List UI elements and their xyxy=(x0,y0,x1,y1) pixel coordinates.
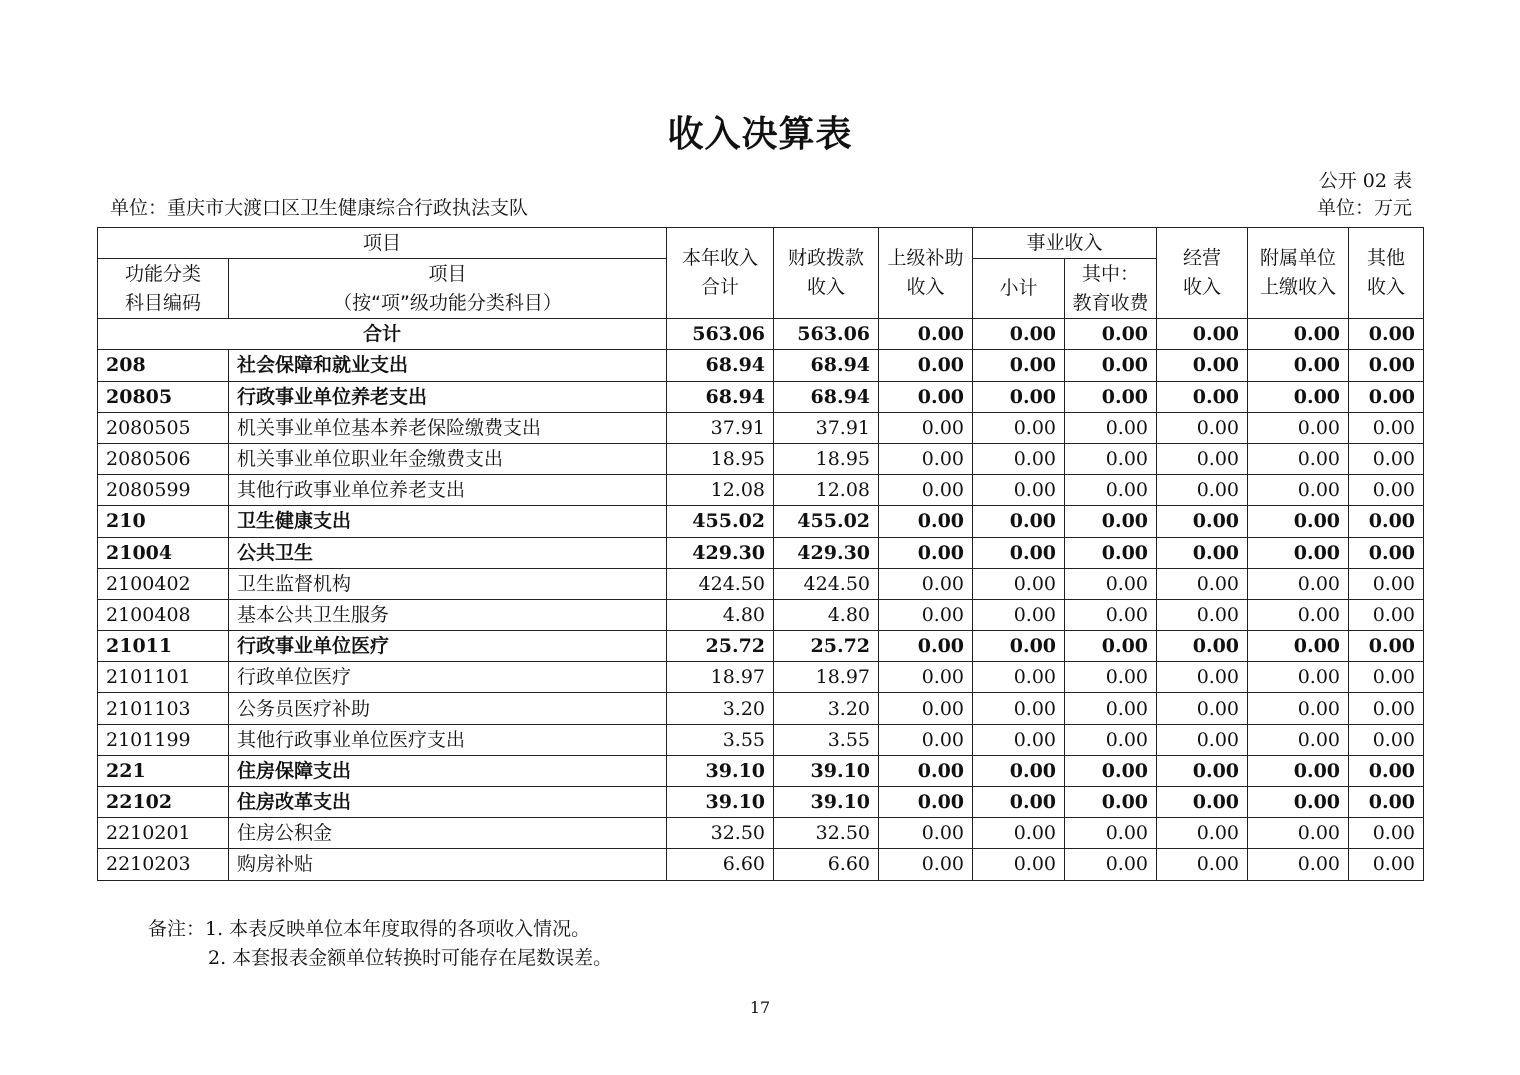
cell-value: 0.00 xyxy=(1349,568,1424,599)
cell-value: 0.00 xyxy=(1248,568,1349,599)
note-line-2: 2. 本套报表金额单位转换时可能存在尾数误差。 xyxy=(208,947,613,969)
cell-value: 0.00 xyxy=(1157,724,1248,755)
cell-value: 0.00 xyxy=(1065,787,1157,818)
row-code: 210 xyxy=(98,506,229,537)
cell-value: 3.55 xyxy=(667,724,774,755)
notes xyxy=(148,915,612,973)
cell-value: 6.60 xyxy=(667,849,774,880)
cell-value: 563.06 xyxy=(667,319,774,350)
cell-value: 0.00 xyxy=(1157,350,1248,381)
cell-value: 0.00 xyxy=(1065,568,1157,599)
cell-value: 0.00 xyxy=(879,506,973,537)
cell-value: 0.00 xyxy=(1349,787,1424,818)
cell-value: 0.00 xyxy=(1065,319,1157,350)
cell-value: 0.00 xyxy=(1349,381,1424,412)
row-name: 公务员医疗补助 xyxy=(229,693,667,724)
cell-value: 18.97 xyxy=(667,662,774,693)
header-business: 事业收入 xyxy=(973,228,1157,259)
table-row xyxy=(98,412,1424,443)
cell-value: 25.72 xyxy=(774,631,879,662)
cell-value: 32.50 xyxy=(667,818,774,849)
cell-value: 0.00 xyxy=(1248,755,1349,786)
table-row xyxy=(98,693,1424,724)
cell-value: 0.00 xyxy=(1349,599,1424,630)
cell-value: 37.91 xyxy=(774,412,879,443)
cell-value: 0.00 xyxy=(1349,631,1424,662)
cell-value: 18.95 xyxy=(774,443,879,474)
cell-value: 0.00 xyxy=(879,412,973,443)
cell-value: 68.94 xyxy=(667,381,774,412)
cell-value: 0.00 xyxy=(1349,724,1424,755)
header-subtotal: 小计 xyxy=(973,259,1065,319)
cell-value: 0.00 xyxy=(1248,599,1349,630)
cell-value: 0.00 xyxy=(1157,662,1248,693)
cell-value: 0.00 xyxy=(973,319,1065,350)
row-code: 2080599 xyxy=(98,475,229,506)
cell-value: 3.55 xyxy=(774,724,879,755)
table-row xyxy=(98,568,1424,599)
table-row xyxy=(98,381,1424,412)
row-name: 住房改革支出 xyxy=(229,787,667,818)
cell-value: 0.00 xyxy=(1065,662,1157,693)
table-row xyxy=(98,443,1424,474)
row-name: 基本公共卫生服务 xyxy=(229,599,667,630)
cell-value: 0.00 xyxy=(973,599,1065,630)
cell-value: 0.00 xyxy=(879,849,973,880)
table-row xyxy=(98,818,1424,849)
cell-value: 0.00 xyxy=(1349,755,1424,786)
total-label: 合计 xyxy=(98,319,667,350)
cell-value: 0.00 xyxy=(973,350,1065,381)
row-code: 2101103 xyxy=(98,693,229,724)
cell-value: 0.00 xyxy=(879,381,973,412)
cell-value: 0.00 xyxy=(1349,662,1424,693)
cell-value: 0.00 xyxy=(1157,475,1248,506)
cell-value: 0.00 xyxy=(1065,443,1157,474)
cell-value: 0.00 xyxy=(973,381,1065,412)
cell-value: 18.95 xyxy=(667,443,774,474)
row-name: 机关事业单位职业年金缴费支出 xyxy=(229,443,667,474)
row-name: 机关事业单位基本养老保险缴费支出 xyxy=(229,412,667,443)
row-code: 21011 xyxy=(98,631,229,662)
cell-value: 12.08 xyxy=(667,475,774,506)
cell-value: 0.00 xyxy=(1248,818,1349,849)
cell-value: 0.00 xyxy=(973,693,1065,724)
header-operating: 经营 收入 xyxy=(1157,228,1248,319)
table-row xyxy=(98,724,1424,755)
table-row xyxy=(98,506,1424,537)
cell-value: 4.80 xyxy=(774,599,879,630)
cell-value: 455.02 xyxy=(774,506,879,537)
note-line-1: 备注：1. 本表反映单位本年度取得的各项收入情况。 xyxy=(148,918,591,940)
cell-value: 0.00 xyxy=(1248,319,1349,350)
cell-value: 0.00 xyxy=(1157,755,1248,786)
cell-value: 0.00 xyxy=(1248,350,1349,381)
page-number: 17 xyxy=(749,998,771,1017)
cell-value: 37.91 xyxy=(667,412,774,443)
cell-value: 429.30 xyxy=(774,537,879,568)
cell-value: 0.00 xyxy=(879,475,973,506)
header-edu-fee: 其中： 教育收费 xyxy=(1065,259,1157,319)
cell-value: 0.00 xyxy=(1248,849,1349,880)
cell-value: 0.00 xyxy=(1248,475,1349,506)
cell-value: 0.00 xyxy=(1248,443,1349,474)
row-name: 其他行政事业单位养老支出 xyxy=(229,475,667,506)
cell-value: 0.00 xyxy=(1248,693,1349,724)
header-affiliated: 附属单位 上缴收入 xyxy=(1248,228,1349,319)
cell-value: 0.00 xyxy=(1248,787,1349,818)
cell-value: 0.00 xyxy=(1349,443,1424,474)
cell-value: 0.00 xyxy=(1065,475,1157,506)
header-func-code: 功能分类 科目编码 xyxy=(98,259,229,319)
row-name: 住房保障支出 xyxy=(229,755,667,786)
cell-value: 0.00 xyxy=(879,631,973,662)
total-row xyxy=(98,319,1424,350)
row-code: 2100408 xyxy=(98,599,229,630)
cell-value: 0.00 xyxy=(879,568,973,599)
row-code: 22102 xyxy=(98,787,229,818)
cell-value: 39.10 xyxy=(774,787,879,818)
cell-value: 0.00 xyxy=(1157,568,1248,599)
cell-value: 455.02 xyxy=(667,506,774,537)
cell-value: 0.00 xyxy=(879,350,973,381)
cell-value: 0.00 xyxy=(1248,724,1349,755)
cell-value: 39.10 xyxy=(774,755,879,786)
cell-value: 0.00 xyxy=(1157,381,1248,412)
cell-value: 0.00 xyxy=(1065,350,1157,381)
cell-value: 0.00 xyxy=(1065,849,1157,880)
row-code: 2210203 xyxy=(98,849,229,880)
cell-value: 0.00 xyxy=(879,818,973,849)
cell-value: 32.50 xyxy=(774,818,879,849)
cell-value: 0.00 xyxy=(1349,818,1424,849)
cell-value: 0.00 xyxy=(973,537,1065,568)
cell-value: 424.50 xyxy=(667,568,774,599)
cell-value: 0.00 xyxy=(879,599,973,630)
row-code: 2100402 xyxy=(98,568,229,599)
cell-value: 68.94 xyxy=(667,350,774,381)
cell-value: 0.00 xyxy=(1248,537,1349,568)
cell-value: 0.00 xyxy=(1349,475,1424,506)
row-code: 208 xyxy=(98,350,229,381)
header-item-name: 项目 （按“项”级功能分类科目） xyxy=(229,259,667,319)
header-superior: 上级补助 收入 xyxy=(879,228,973,319)
cell-value: 0.00 xyxy=(1157,693,1248,724)
table-row xyxy=(98,662,1424,693)
cell-value: 0.00 xyxy=(973,755,1065,786)
row-code: 221 xyxy=(98,755,229,786)
table-row xyxy=(98,787,1424,818)
cell-value: 0.00 xyxy=(879,319,973,350)
cell-value: 12.08 xyxy=(774,475,879,506)
table-row xyxy=(98,755,1424,786)
cell-value: 0.00 xyxy=(879,755,973,786)
cell-value: 0.00 xyxy=(1157,443,1248,474)
row-name: 行政单位医疗 xyxy=(229,662,667,693)
cell-value: 0.00 xyxy=(1349,350,1424,381)
cell-value: 0.00 xyxy=(1065,755,1157,786)
cell-value: 0.00 xyxy=(1248,662,1349,693)
cell-value: 424.50 xyxy=(774,568,879,599)
header-fiscal: 财政拨款 收入 xyxy=(774,228,879,319)
cell-value: 0.00 xyxy=(1349,849,1424,880)
form-number: 公开 02 表 xyxy=(1318,170,1412,192)
row-code: 2080506 xyxy=(98,443,229,474)
row-name: 住房公积金 xyxy=(229,818,667,849)
cell-value: 0.00 xyxy=(973,724,1065,755)
cell-value: 0.00 xyxy=(1065,537,1157,568)
row-code: 2101101 xyxy=(98,662,229,693)
cell-value: 18.97 xyxy=(774,662,879,693)
cell-value: 0.00 xyxy=(1157,412,1248,443)
row-name: 其他行政事业单位医疗支出 xyxy=(229,724,667,755)
cell-value: 0.00 xyxy=(973,849,1065,880)
table-row xyxy=(98,631,1424,662)
cell-value: 0.00 xyxy=(1349,537,1424,568)
header-project: 项目 xyxy=(98,228,667,259)
cell-value: 0.00 xyxy=(1065,381,1157,412)
cell-value: 0.00 xyxy=(1065,724,1157,755)
cell-value: 3.20 xyxy=(667,693,774,724)
cell-value: 3.20 xyxy=(774,693,879,724)
cell-value: 0.00 xyxy=(1157,506,1248,537)
cell-value: 0.00 xyxy=(973,506,1065,537)
cell-value: 0.00 xyxy=(879,662,973,693)
cell-value: 0.00 xyxy=(973,787,1065,818)
cell-value: 0.00 xyxy=(1248,506,1349,537)
cell-value: 0.00 xyxy=(973,568,1065,599)
cell-value: 68.94 xyxy=(774,381,879,412)
cell-value: 0.00 xyxy=(973,443,1065,474)
cell-value: 0.00 xyxy=(879,443,973,474)
cell-value: 0.00 xyxy=(1065,412,1157,443)
cell-value: 0.00 xyxy=(1065,631,1157,662)
cell-value: 563.06 xyxy=(774,319,879,350)
cell-value: 0.00 xyxy=(1349,319,1424,350)
header-other: 其他 收入 xyxy=(1349,228,1424,319)
cell-value: 0.00 xyxy=(879,787,973,818)
cell-value: 0.00 xyxy=(1157,849,1248,880)
cell-value: 0.00 xyxy=(973,662,1065,693)
table-row xyxy=(98,350,1424,381)
cell-value: 68.94 xyxy=(774,350,879,381)
table-row xyxy=(98,849,1424,880)
row-code: 2080505 xyxy=(98,412,229,443)
cell-value: 0.00 xyxy=(1157,319,1248,350)
row-name: 公共卫生 xyxy=(229,537,667,568)
income-table xyxy=(97,227,1424,881)
cell-value: 0.00 xyxy=(1157,599,1248,630)
cell-value: 0.00 xyxy=(973,631,1065,662)
cell-value: 0.00 xyxy=(1349,506,1424,537)
cell-value: 25.72 xyxy=(667,631,774,662)
cell-value: 0.00 xyxy=(1065,693,1157,724)
row-name: 购房补贴 xyxy=(229,849,667,880)
cell-value: 0.00 xyxy=(1157,787,1248,818)
unit-organization: 单位：重庆市大渡口区卫生健康综合行政执法支队 xyxy=(110,197,529,219)
cell-value: 0.00 xyxy=(879,537,973,568)
cell-value: 6.60 xyxy=(774,849,879,880)
row-name: 卫生监督机构 xyxy=(229,568,667,599)
cell-value: 39.10 xyxy=(667,755,774,786)
header-total-income: 本年收入 合计 xyxy=(667,228,774,319)
cell-value: 0.00 xyxy=(1157,818,1248,849)
cell-value: 0.00 xyxy=(1065,818,1157,849)
cell-value: 0.00 xyxy=(879,724,973,755)
cell-value: 0.00 xyxy=(973,475,1065,506)
cell-value: 0.00 xyxy=(879,693,973,724)
cell-value: 39.10 xyxy=(667,787,774,818)
page-title: 收入决算表 xyxy=(667,114,853,155)
table-row xyxy=(98,537,1424,568)
row-name: 社会保障和就业支出 xyxy=(229,350,667,381)
cell-value: 4.80 xyxy=(667,599,774,630)
cell-value: 0.00 xyxy=(1349,693,1424,724)
cell-value: 0.00 xyxy=(1065,506,1157,537)
cell-value: 0.00 xyxy=(1248,631,1349,662)
cell-value: 0.00 xyxy=(1157,537,1248,568)
cell-value: 0.00 xyxy=(973,412,1065,443)
row-code: 2101199 xyxy=(98,724,229,755)
row-name: 卫生健康支出 xyxy=(229,506,667,537)
unit-currency: 单位：万元 xyxy=(1316,197,1412,219)
row-code: 21004 xyxy=(98,537,229,568)
table-row xyxy=(98,599,1424,630)
cell-value: 0.00 xyxy=(973,818,1065,849)
cell-value: 0.00 xyxy=(1248,381,1349,412)
row-name: 行政事业单位医疗 xyxy=(229,631,667,662)
cell-value: 429.30 xyxy=(667,537,774,568)
cell-value: 0.00 xyxy=(1157,631,1248,662)
row-code: 20805 xyxy=(98,381,229,412)
row-code: 2210201 xyxy=(98,818,229,849)
cell-value: 0.00 xyxy=(1349,412,1424,443)
row-name: 行政事业单位养老支出 xyxy=(229,381,667,412)
cell-value: 0.00 xyxy=(1065,599,1157,630)
table-row xyxy=(98,475,1424,506)
cell-value: 0.00 xyxy=(1248,412,1349,443)
